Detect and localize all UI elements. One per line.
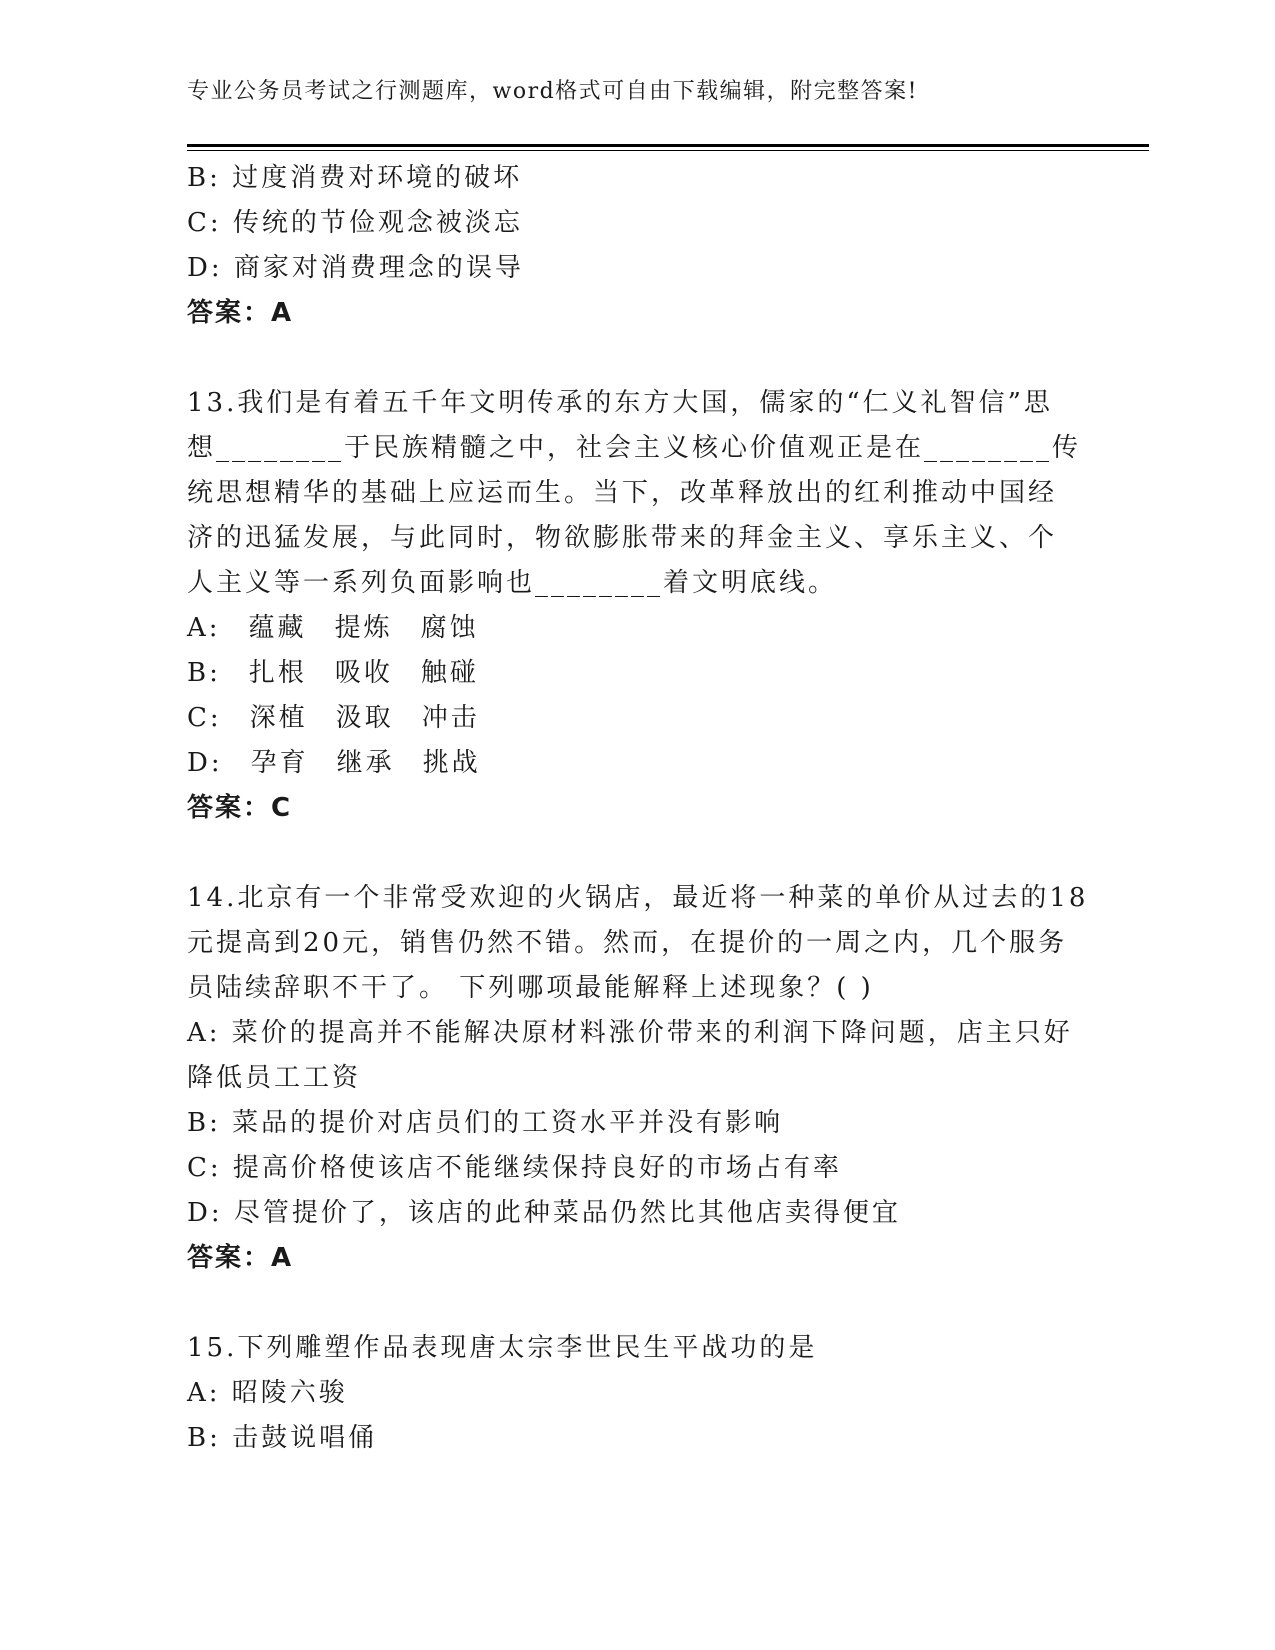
option-word: 蕴藏 [248, 613, 307, 643]
option-word: 深植 [249, 703, 308, 733]
option-a: A: 昭陵六骏 [187, 1378, 348, 1408]
option-a-continued: 降低员工工资 [187, 1063, 362, 1093]
option-word: 挑战 [422, 748, 481, 778]
question-text-line: 元提高到20元，销售仍然不错。然而，在提价的一周之内，几个服务 [187, 928, 1068, 958]
option-word: 汲取 [335, 703, 394, 733]
option-b: B: 过度消费对环境的破坏 [187, 163, 523, 193]
option-c: C: 传统的节俭观念被淡忘 [187, 208, 523, 238]
question-text-line: 14.北京有一个非常受欢迎的火锅店，最近将一种菜的单价从过去的18 [187, 883, 1089, 913]
header-rule-thin [187, 150, 1149, 151]
answer: 答案：A [187, 298, 294, 328]
question-text-line: 15.下列雕塑作品表现唐太宗李世民生平战功的是 [187, 1333, 818, 1363]
option-label: A: [187, 613, 221, 643]
option-b: B: 击鼓说唱俑 [187, 1423, 378, 1453]
spacer [187, 336, 1087, 381]
question-text-line: 员陆续辞职不干了。 下列哪项最能解释上述现象？( ) [187, 973, 874, 1003]
option-c [187, 696, 1087, 741]
option-word: 孕育 [250, 748, 309, 778]
question-14 [187, 876, 1087, 1281]
option-label: D: [187, 748, 223, 778]
option-b: B: 菜品的提价对店员们的工资水平并没有影响 [187, 1108, 784, 1138]
option-a: A: 菜价的提高并不能解决原材料涨价带来的利润下降问题，店主只好 [187, 1018, 1073, 1048]
option-word: 吸收 [334, 658, 393, 688]
option-word: 触碰 [420, 658, 479, 688]
spacer [187, 831, 1087, 876]
option-label: C: [187, 703, 222, 733]
option-label: B: [187, 658, 221, 688]
header-rule-thick [187, 144, 1149, 147]
spacer [187, 1281, 1087, 1326]
option-word: 提炼 [334, 613, 393, 643]
option-d: D: 商家对消费理念的误导 [187, 253, 524, 283]
option-word: 腐蚀 [420, 613, 479, 643]
question-13 [187, 381, 1087, 831]
question-15 [187, 1326, 1087, 1461]
option-a [187, 606, 1087, 651]
question-text-line: 济的迅猛发展，与此同时，物欲膨胀带来的拜金主义、享乐主义、个 [187, 523, 1058, 553]
option-word: 继承 [336, 748, 395, 778]
option-d: D: 尽管提价了，该店的此种菜品仍然比其他店卖得便宜 [187, 1198, 901, 1228]
question-12-tail [187, 156, 1087, 336]
option-b [187, 651, 1087, 696]
page-header: 专业公务员考试之行测题库，word格式可自由下载编辑，附完整答案! [187, 79, 919, 104]
question-text-line: 想________于民族精髓之中，社会主义核心价值观正是在________传 [187, 433, 1082, 463]
option-word: 扎根 [248, 658, 307, 688]
answer: 答案：A [187, 1243, 294, 1273]
option-d [187, 741, 1087, 786]
question-text-line: 13.我们是有着五千年文明传承的东方大国，儒家的“仁义礼智信”思 [187, 388, 1053, 418]
question-content [187, 156, 1087, 1461]
question-text-line: 统思想精华的基础上应运而生。当下，改革释放出的红利推动中国经 [187, 478, 1058, 508]
option-c: C: 提高价格使该店不能继续保持良好的市场占有率 [187, 1153, 842, 1183]
option-word: 冲击 [421, 703, 480, 733]
answer: 答案：C [187, 793, 293, 823]
question-text-line: 人主义等一系列负面影响也________着文明底线。 [187, 568, 838, 598]
